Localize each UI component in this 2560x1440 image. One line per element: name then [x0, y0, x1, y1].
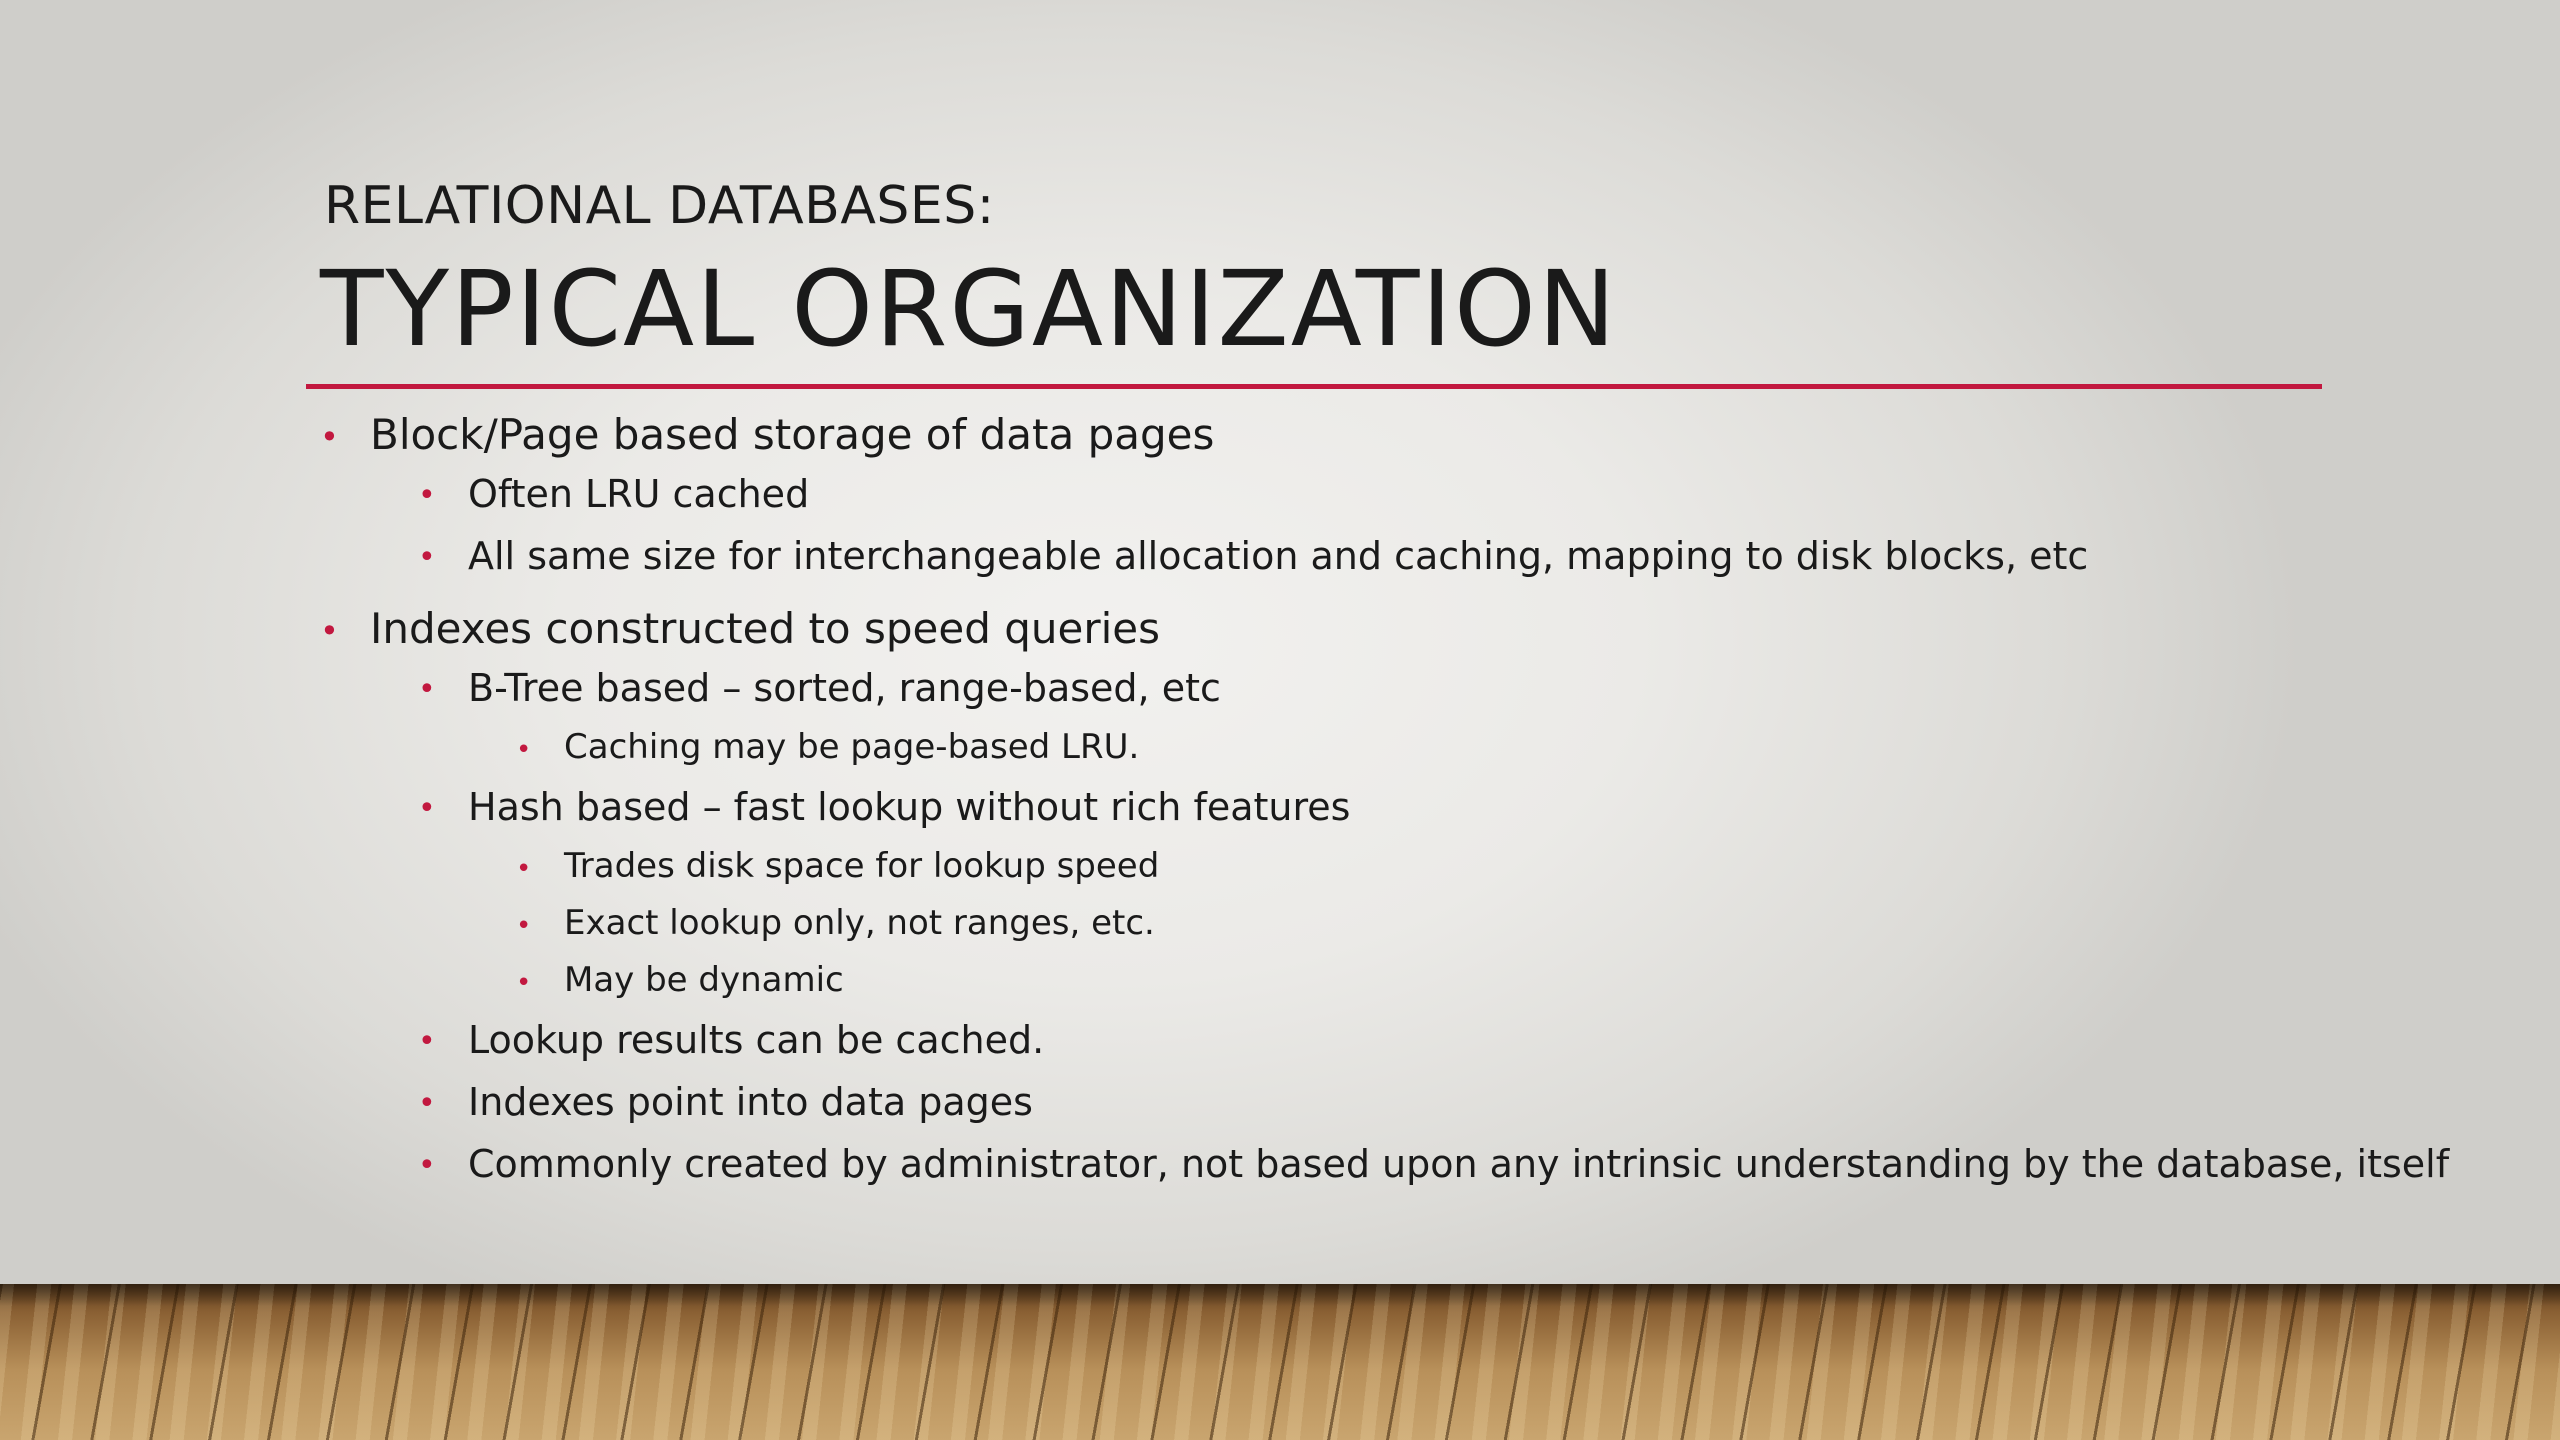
bullet-item [320, 838, 2449, 895]
bullet-dot-icon: • [516, 911, 532, 941]
bullet-item [320, 895, 2449, 952]
bullet-item [320, 657, 2449, 719]
bullet-text: B-Tree based – sorted, range-based, etc [468, 666, 1221, 710]
bullet-dot-icon: • [418, 1148, 436, 1183]
bullet-text: Often LRU cached [468, 472, 810, 516]
bullet-text: Indexes point into data pages [468, 1080, 1033, 1124]
bullet-list [320, 395, 2449, 1195]
bullet-dot-icon: • [516, 735, 532, 765]
bullet-item [320, 1133, 2449, 1195]
bullet-dot-icon: • [418, 672, 436, 707]
bullet-dot-icon: • [418, 791, 436, 826]
bullet-item [320, 463, 2449, 525]
bullet-item [320, 719, 2449, 776]
bullet-item [320, 601, 2449, 657]
wood-floor [0, 1284, 2560, 1440]
bullet-item [320, 407, 2449, 463]
bullet-dot-icon: • [418, 1024, 436, 1059]
bullet-item [320, 1071, 2449, 1133]
bullet-text: Block/Page based storage of data pages [370, 410, 1215, 459]
bullet-item [320, 776, 2449, 838]
bullet-item [320, 525, 2449, 587]
bullet-text: Hash based – fast lookup without rich features [468, 785, 1351, 829]
bullet-dot-icon: • [418, 540, 436, 575]
slide-subtitle: RELATIONAL DATABASES: [324, 176, 995, 236]
bullet-text: Trades disk space for lookup speed [564, 846, 1160, 886]
bullet-dot-icon: • [418, 478, 436, 513]
bullet-text: Caching may be page-based LRU. [564, 727, 1140, 767]
bullet-dot-icon: • [418, 1086, 436, 1121]
slide-title: TYPICAL ORGANIZATION [320, 248, 1618, 370]
title-divider [306, 384, 2322, 389]
bullet-item [320, 952, 2449, 1009]
bullet-text: Lookup results can be cached. [468, 1018, 1045, 1062]
bullet-dot-icon: • [516, 854, 532, 884]
bullet-text: Exact lookup only, not ranges, etc. [564, 903, 1155, 943]
bullet-dot-icon: • [320, 612, 339, 650]
bullet-item [320, 1009, 2449, 1071]
bullet-text: Commonly created by administrator, not based upon any intrinsic understanding by the database, itself [468, 1142, 2450, 1186]
bullet-dot-icon: • [320, 418, 339, 456]
floor-shadow [0, 1284, 2560, 1306]
bullet-text: Indexes constructed to speed queries [370, 604, 1160, 653]
bullet-text: All same size for interchangeable allocation and caching, mapping to disk blocks, etc [468, 534, 2089, 578]
bullet-dot-icon: • [516, 968, 532, 998]
bullet-text: May be dynamic [564, 960, 844, 1000]
